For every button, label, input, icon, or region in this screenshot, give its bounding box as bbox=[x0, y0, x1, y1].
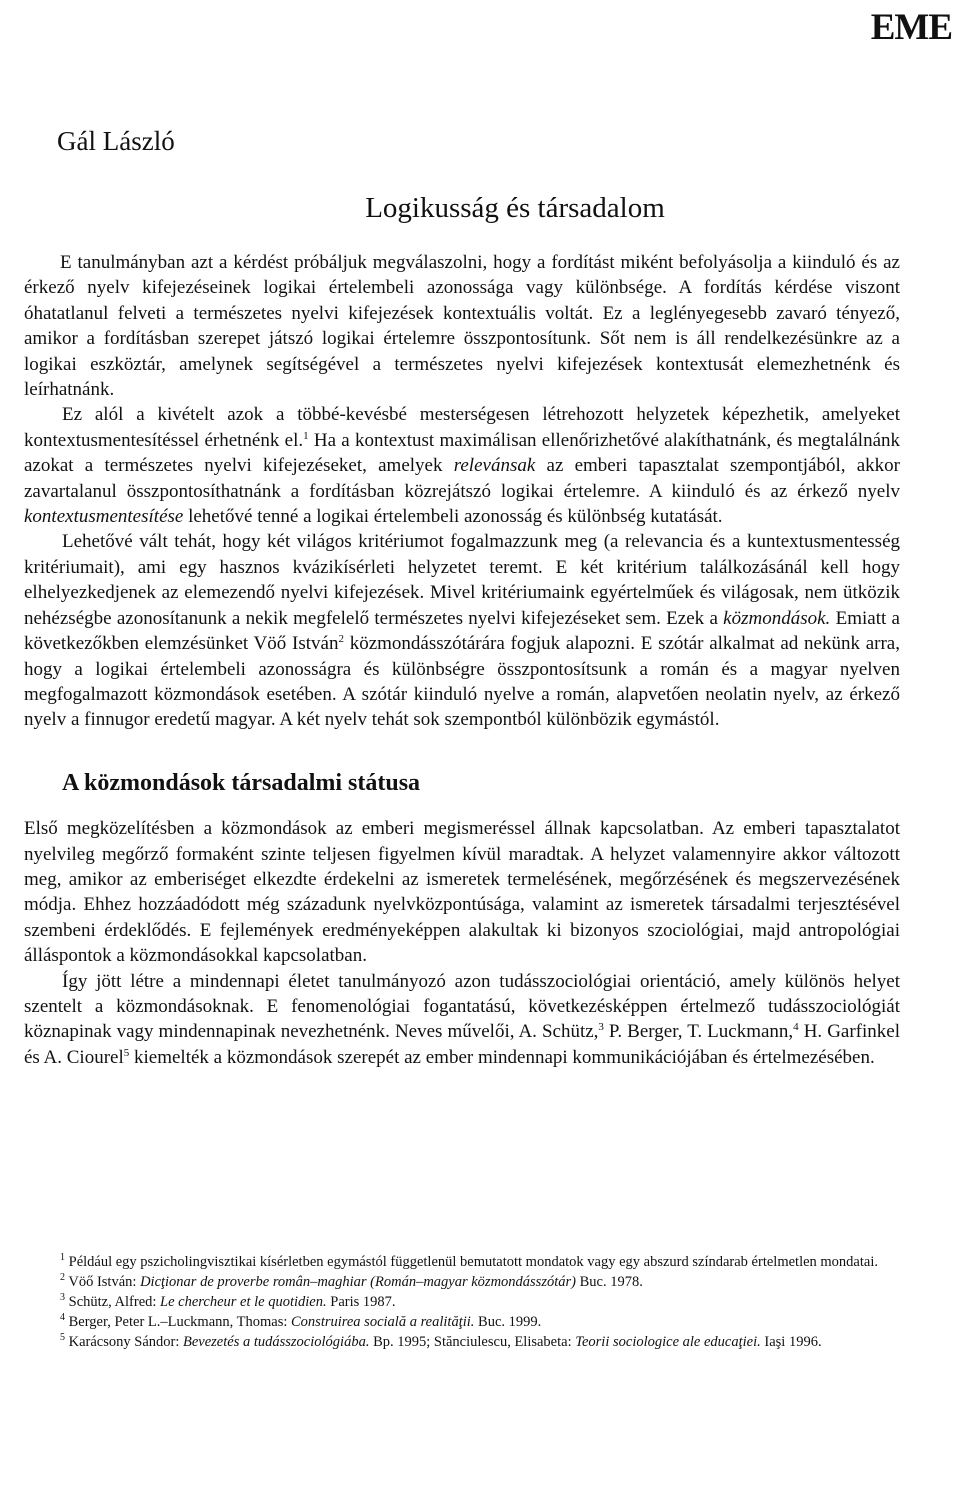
paragraph-text: P. Berger, T. Luckmann, bbox=[603, 1021, 794, 1043]
footnote-text: Bp. 1995; Stănciulescu, Elisabeta: bbox=[369, 1334, 576, 1350]
paragraph-text: kiemelték a közmondások szerepét az ember mindennapi kommunikációjában és értelmezésében. bbox=[129, 1046, 875, 1068]
footnote bbox=[24, 1312, 900, 1332]
paragraph-text: lehetővé tenné a logikai értelembeli azonosság és különbség kutatását. bbox=[183, 506, 723, 528]
footnote-text: Például egy pszicholingvisztikai kísérletben egymástól függetlenül bemutatott mondatok vagy egy abszurd színdarab értelmetlen mondatai. bbox=[65, 1254, 878, 1270]
paragraph-text: Ha a kontextust maximálisan ellenőrizhetővé alakíthatnánk, és megtalálnánk azokat a természetes nyelvi kifejezéseket, amelyek bbox=[24, 429, 901, 477]
footnote-text: Karácsony Sándor: bbox=[65, 1334, 183, 1350]
paragraph bbox=[24, 529, 900, 732]
footnotes bbox=[24, 1252, 900, 1352]
footnote-text: Buc. 1999. bbox=[474, 1314, 542, 1330]
paragraph-text: Ez alól a kivételt azok a többé-kevésbé mesterségesen létrehozott helyzetek képezhetik, amelyeket kontextusmentesítéssel érhetnénk el. bbox=[24, 404, 900, 451]
paragraph bbox=[24, 816, 900, 968]
footnote-ref[interactable]: 5 bbox=[123, 1046, 130, 1059]
footnote bbox=[24, 1332, 900, 1352]
footnote-ref[interactable]: 3 bbox=[598, 1021, 604, 1034]
article-title: Logikusság és társadalom bbox=[365, 192, 665, 224]
paragraph-text: Emiatt a következőkben elemzésünket Vöő István bbox=[24, 607, 900, 655]
footnote-text: Berger, Peter L.–Luckmann, Thomas: bbox=[65, 1314, 291, 1330]
footnote-ref[interactable]: 4 bbox=[793, 1021, 799, 1034]
author-name: Gál László bbox=[57, 126, 175, 156]
paragraph-text: Első megközelítésben a közmondások az emberi megismeréssel állnak kapcsolatban. Az emberi tapasztalatot nyelvileg megőrző formaként szinte teljesen figyelmen kívül maradtak. A helyzet valamennyire akkor változott meg, amikor az emberiséget elkezdte érdekelni az ismeretek termelésének, megőrzésének és megszervezésének módja. Ehhez hozzáadódott még századunk nyelvközpontúsága, valamint az ismeretek társadalmi terjesztésével szembeni érdeklődés. E fejlemények eredményeképpen alakultak ki bizonyos szociológiai, majd antropológiai álláspontok a közmondásokkal kapcsolatban. bbox=[24, 818, 900, 967]
emphasis: közmondások. bbox=[723, 607, 831, 629]
paragraph-text: E tanulmányban azt a kérdést próbáljuk megválaszolni, hogy a fordítást miként befolyásolja a kiinduló és az érkező nyelv kifejezéseinek logikai értelembeli azonossága vagy különbsége. A fordítás kérdése viszont óhatatlanul felveti a természetes nyelvi kifejezések kontextuális voltát. Ez a leglényegesebb zavaró tényező, amikor a fordításban szerepet játszó logikai értelemre összpontosítunk. Sőt nem is áll rendelkezésünkre az a logikai eszköztár, amelynek segítségével a természetes nyelvi kifejezések kontextusát elemezhetnénk és leírhatnánk. bbox=[24, 252, 900, 401]
publisher-logo: EME bbox=[870, 7, 952, 48]
footnote-text: Schütz, Alfred: bbox=[65, 1294, 161, 1310]
section-heading: A közmondások társadalmi státusa bbox=[62, 769, 421, 796]
footnote-text: Paris 1987. bbox=[326, 1294, 396, 1310]
footnote-title: Dicţionar de proverbe român–maghiar (Román–magyar közmondásszótár) bbox=[140, 1274, 576, 1290]
footnote-title: Le chercheur et le quotidien. bbox=[160, 1294, 327, 1310]
emphasis: kontextusmentesítése bbox=[24, 506, 184, 528]
paragraph bbox=[24, 402, 900, 529]
paragraph-text: az emberi tapasztalat szempontjából, akkor zavartalanul összpontosíthatnánk a fordításban közrejátszó logikai értelemre. A kiinduló és az érkező nyelv bbox=[24, 455, 900, 502]
paragraph bbox=[24, 250, 900, 402]
footnote-number: 5 bbox=[60, 1332, 65, 1343]
footnote-ref[interactable]: 1 bbox=[303, 429, 309, 442]
footnote-text: Iaşi 1996. bbox=[760, 1334, 822, 1350]
paragraph bbox=[24, 969, 900, 1071]
footnote bbox=[24, 1252, 900, 1272]
footnote-text: Buc. 1978. bbox=[575, 1274, 643, 1290]
paragraph-text: közmondásszótárára fogjuk alapozni. E szótár alkalmat ad nekünk arra, hogy a logikai értelembeli azonosságra és különbségre összpontosítsunk a román és a magyar nyelven megfogalmazott közmondások esetében. A szótár kiinduló nyelve a román, alapvetően neolatin nyelv, az érkező nyelv a finnugor eredetű magyar. A két nyelv tehát sok szempontból különbözik egymástól. bbox=[24, 633, 900, 731]
footnote bbox=[24, 1272, 900, 1292]
paragraph-text: H. Garfinkel és A. Ciourel bbox=[24, 1021, 900, 1068]
footnote-number: 4 bbox=[60, 1312, 65, 1323]
footnote-title: Teorii sociologice ale educaţiei. bbox=[575, 1334, 761, 1350]
footnote-number: 1 bbox=[60, 1252, 65, 1263]
footnote-text: Vöő István: bbox=[65, 1274, 141, 1290]
footnote-number: 3 bbox=[60, 1292, 65, 1303]
footnote-title: Bevezetés a tudásszociológiába. bbox=[182, 1334, 370, 1350]
footnote-ref[interactable]: 2 bbox=[338, 633, 344, 646]
article-body bbox=[24, 250, 900, 1070]
footnote-title: Construirea socială a realităţii. bbox=[291, 1314, 475, 1330]
paragraph-text: Így jött létre a mindennapi életet tanulmányozó azon tudásszociológiai orientáció, amely különös helyet szentelt a közmondásoknak. E fenomenológiai fogantatású, következésképpen értelmező tudásszociológiát köznapinak vagy mindennapinak nevezhetnénk. Neves művelői, A. Schütz, bbox=[24, 970, 900, 1043]
footnote-number: 2 bbox=[60, 1272, 65, 1283]
footnote bbox=[24, 1292, 900, 1312]
paragraph-text: Lehetővé vált tehát, hogy két világos kritériumot fogalmazzunk meg (a relevancia és a kuntextusmentesség kritériumait), ami egy hasznos kvázikísérleti helyzetet teremt. E két kritérium találkozásánál kell hogy elhelyezkedjenek az elemezendő nyelvi kifejezések. Mivel kritériumaink egyértelműek és világosak, nem ütközik nehézségbe azonosítanunk a nekik megfelelő természetes nyelvi kifejezéseket sem. Ezek a bbox=[24, 531, 900, 629]
emphasis: relevánsak bbox=[453, 455, 536, 477]
